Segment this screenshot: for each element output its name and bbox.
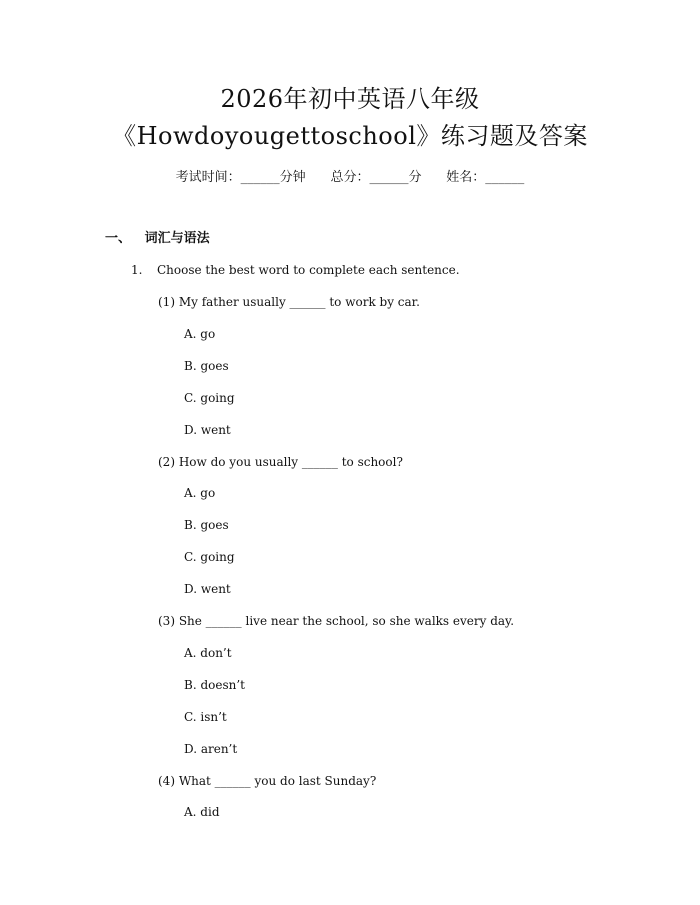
section-number: 一、 (105, 231, 132, 246)
exam-name-field: 姓名：______ (446, 170, 525, 185)
option-3-a: A. don’t (184, 645, 232, 660)
exam-info (0, 168, 700, 188)
option-1-d: D. went (184, 422, 231, 437)
exam-time-field: 考试时间：______分钟 (175, 170, 306, 185)
subquestion-1: (1) My father usually ______ to work by car. (158, 295, 420, 309)
option-2-b: B. goes (184, 518, 229, 533)
question-prompt: Choose the best word to complete each sentence. (157, 263, 460, 277)
option-2-d: D. went (184, 582, 231, 597)
option-1-a: A. go (184, 326, 216, 341)
subquestion-3: (3) She ______ live near the school, so she walks every day. (158, 614, 515, 628)
option-1-b: B. goes (184, 358, 229, 373)
title-line-2: 《Howdoyougettoschool》练习题及答案 (112, 122, 588, 150)
option-1-c: C. going (184, 390, 235, 405)
section-title: 词汇与语法 (144, 231, 210, 246)
title-line-1: 2026年初中英语八年级 (220, 85, 480, 113)
option-2-a: A. go (184, 486, 216, 501)
exam-score-field: 总分：______分 (330, 170, 422, 185)
option-3-b: B. doesn’t (184, 677, 245, 692)
subquestion-2: (2) How do you usually ______ to school? (158, 454, 403, 469)
option-2-c: C. going (184, 550, 235, 565)
section-heading (105, 229, 210, 249)
option-4-a: A. did (184, 805, 220, 820)
option-3-c: C. isn’t (184, 709, 227, 724)
question-1 (131, 261, 460, 279)
question-number: 1. (131, 263, 143, 277)
subquestion-4: (4) What ______ you do last Sunday? (158, 773, 377, 788)
option-3-d: D. aren’t (184, 741, 238, 756)
